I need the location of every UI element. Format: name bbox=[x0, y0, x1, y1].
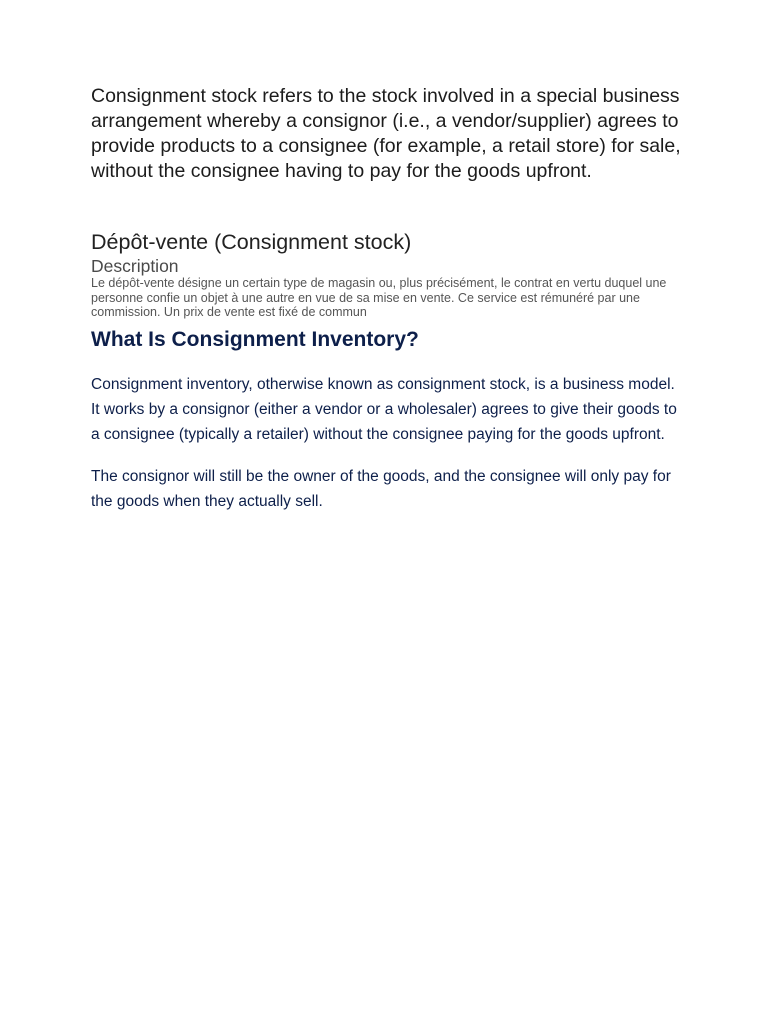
article-paragraph: Consignment inventory, otherwise known as consignment stock, is a business model. It works by a consignor (either a vendor or a wholesaler) agrees to give their goods to a consignee (typically a retailer) without the consignee paying for the goods upfront. bbox=[91, 375, 677, 443]
definition-snippet bbox=[91, 229, 681, 320]
document-page bbox=[91, 84, 681, 514]
section-heading: What Is Consignment Inventory? bbox=[91, 327, 419, 351]
snippet-title: Dépôt-vente (Consignment stock) bbox=[91, 230, 412, 254]
intro-paragraph: Consignment stock refers to the stock involved in a special business arrangement whereby a consignor (i.e., a vendor/supplier) agrees to provide products to a consignee (for example, a retail store) for sale, without the consignee having to pay for the goods upfront. bbox=[91, 85, 681, 182]
article-paragraph: The consignor will still be the owner of the goods, and the consignee will only pay for the goods when they actually sell. bbox=[91, 467, 671, 510]
snippet-subtitle: Description bbox=[91, 256, 179, 276]
snippet-description: Le dépôt-vente désigne un certain type de magasin ou, plus précisément, le contrat en vertu duquel une personne confie un objet à une autre en vue de sa mise en vente. Ce service est rémunéré par une commission. Un prix de vente est fixé de commun bbox=[91, 276, 667, 319]
